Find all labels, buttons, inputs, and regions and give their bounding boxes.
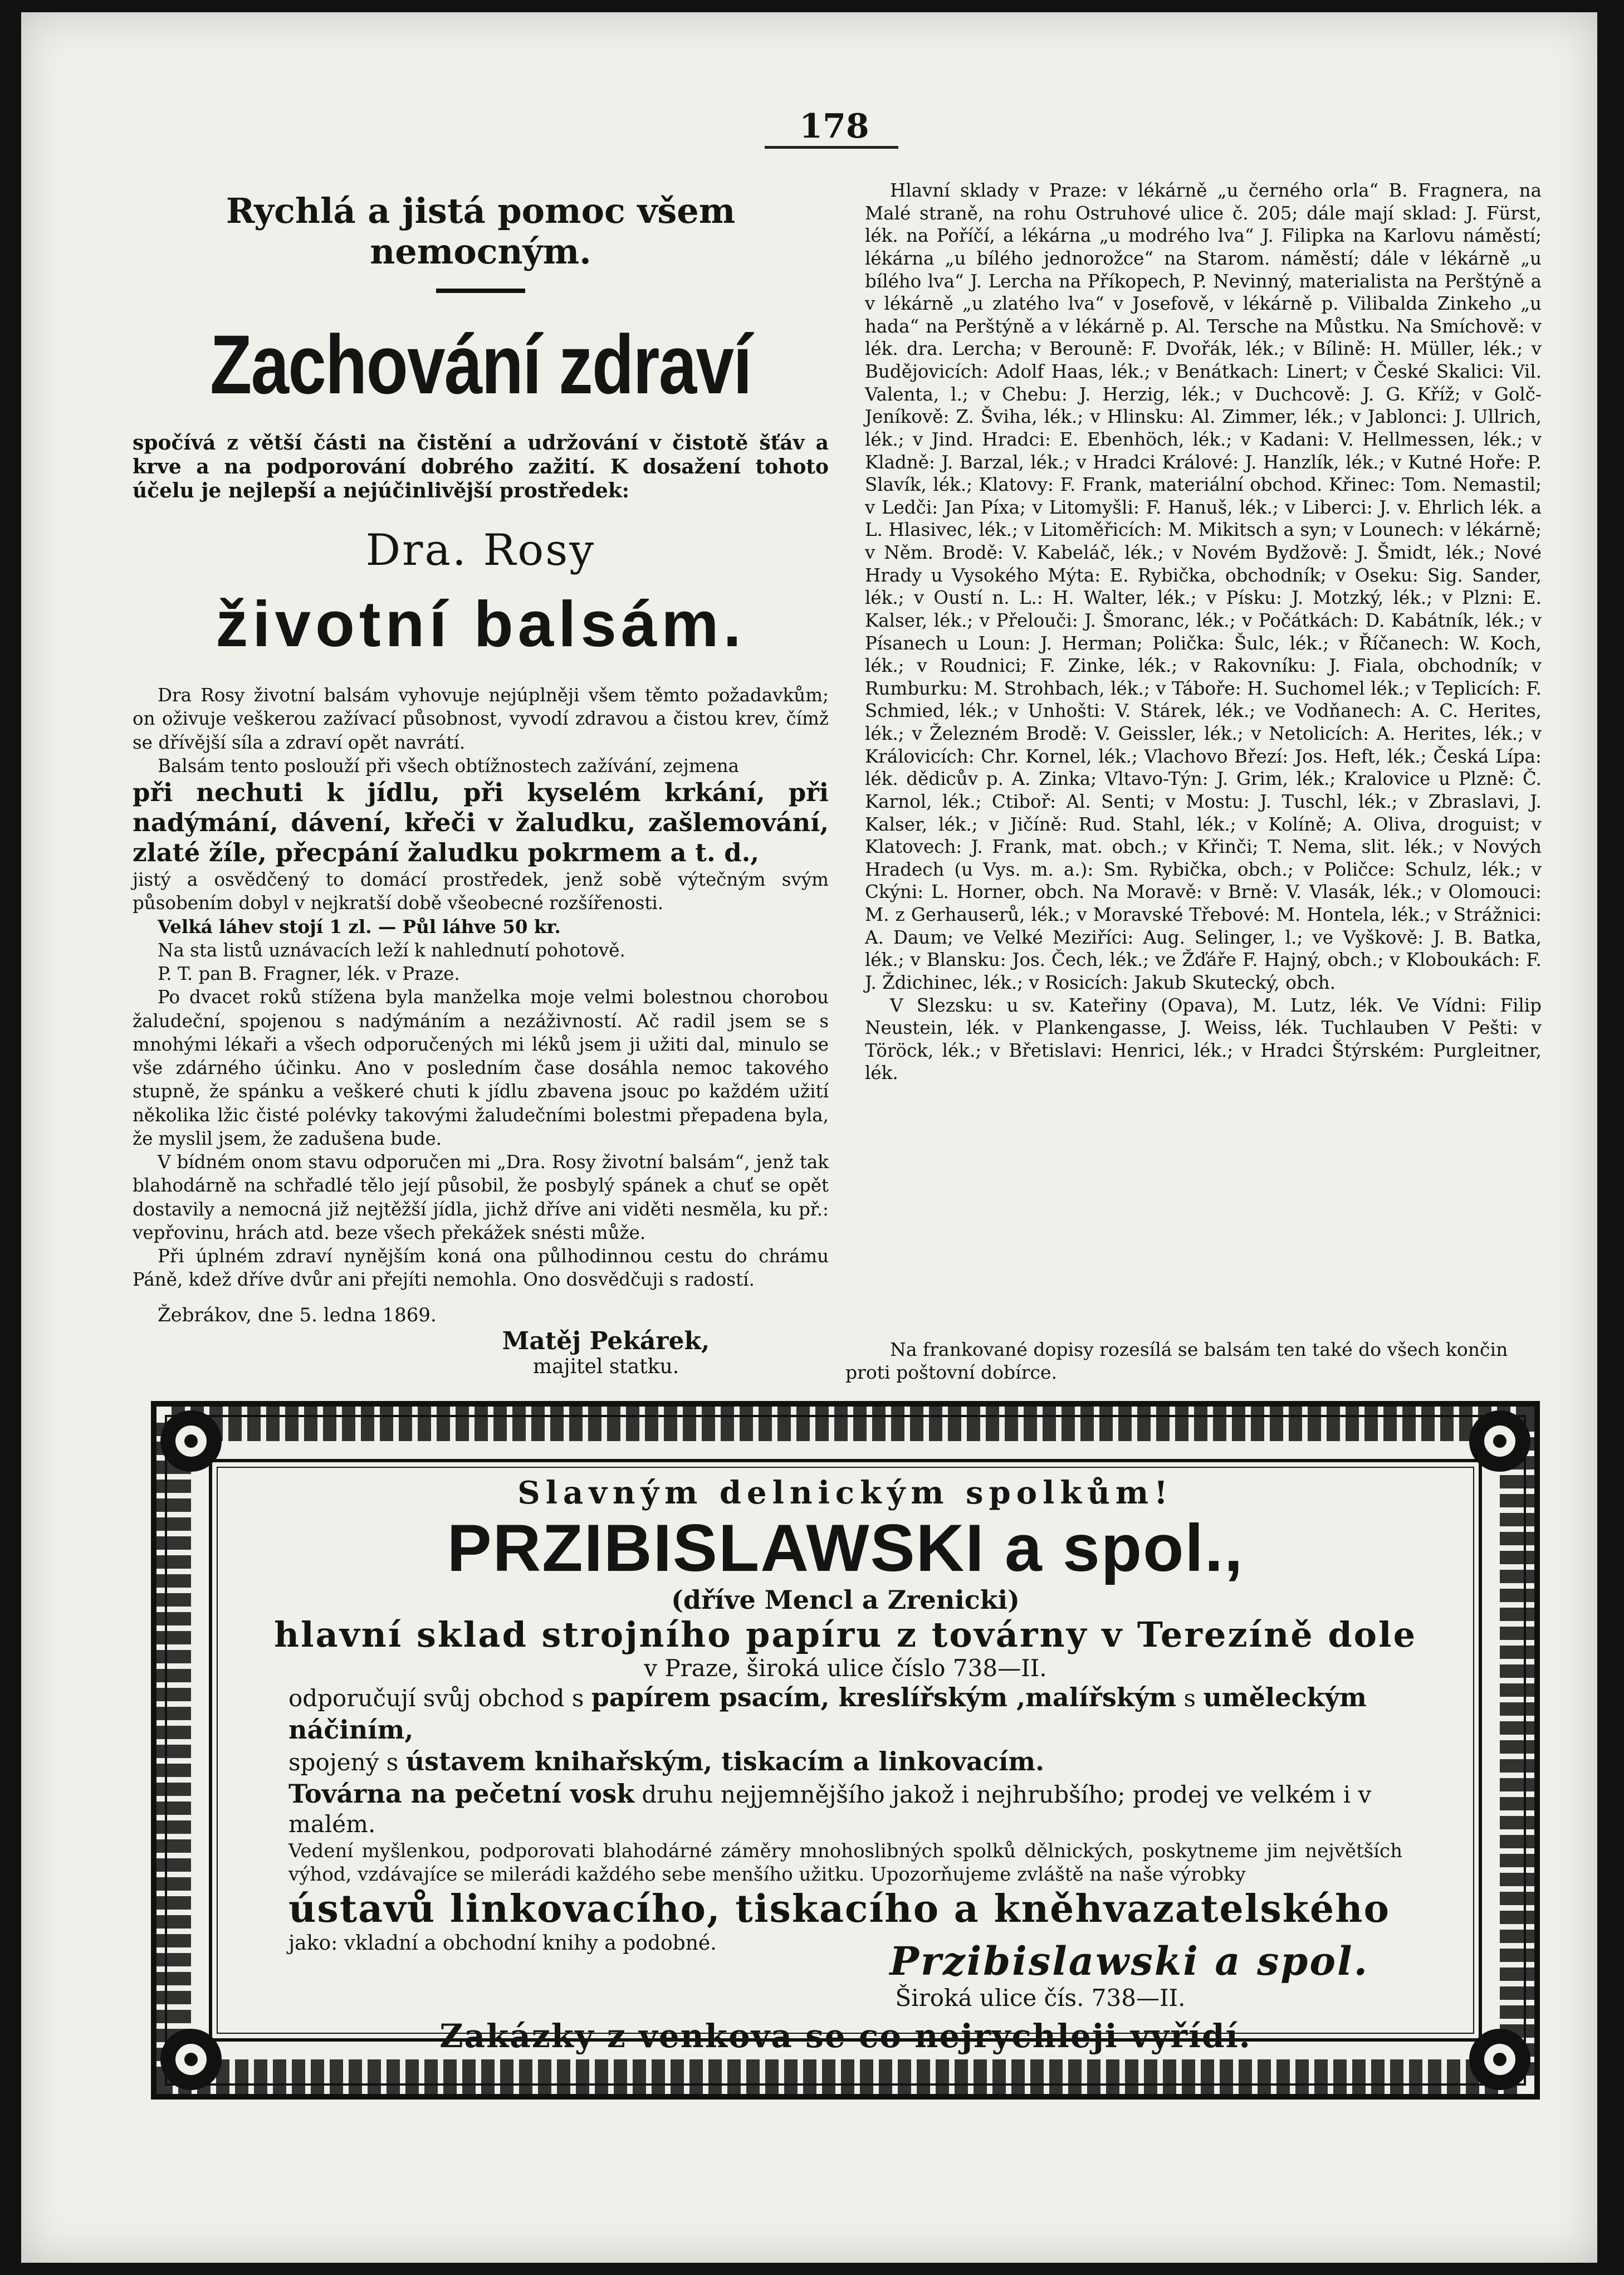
letter-paragraph: Při úplném zdraví nynějším koná ona půlhodinnou cestu do chrámu Páně, kdež dříve dvůr ani přejíti nemohla. Ono dosvědčuji s radostí. xyxy=(133,1246,829,1291)
signer-name: Matěj Pekárek, xyxy=(502,1327,710,1355)
letter-paragraph: Po dvacet roků stížena byla manželka moje velmi bolestnou chorobou žaludeční, spojenou s nadýmáním a nezáživností. Ač radil jsem se s mnohými lékaři a všech odporučených mi léků jsem ji užiti dal, minulo se vše zdárného účinku. Ano v posledním čase dosáhla nemoc takového stupně, že spánku a veškeré chuti k jídlu zbavena jsouc po každém užití několika lžic čisté polévky takovými žaludečními bolestmi přepadena byla, že myslil jsem, že zadušena bude. xyxy=(133,987,829,1149)
ad-highlight: ústavů linkovacího, tiskacího a kněhvazatelského xyxy=(288,1886,1390,1931)
text: spojený s xyxy=(288,1749,399,1776)
paragraph: Dra Rosy životní balsám vyhovuje nejúplněji všem těmto požadavkům; on oživuje veškerou zažívací působnost, vyvodí zdravou a čistou krev, čímž se dřívější síla a zdraví opět navrátí. xyxy=(133,685,829,753)
text-bold: ústavem knihařským, tiskacím a linkovacím. xyxy=(405,1746,1045,1777)
ad-offer-line xyxy=(227,1746,1464,1778)
product-name: životní balsám. xyxy=(216,588,746,661)
ad-signature-address: Široká ulice čís. 738—II. xyxy=(895,1984,1186,2012)
przibislawski-advertisement xyxy=(149,1399,1542,2101)
ad-paragraph: Vedení myšlenkou, podporovati blahodárné záměry mnohoslibných spolků dělnických, poskytneme jim největších výhod, vzdávajíce se milerádi každého sebe menšího užitku. Upozorňujeme zvláště na naše výrobky xyxy=(288,1839,1402,1886)
right-column xyxy=(865,179,1542,1085)
text: druhu nejjemnějšího jakož i nejhrubšího; prodej ve velkém i v malém. xyxy=(288,1780,1372,1838)
abroad-paragraph: V Slezsku: u sv. Kateřiny (Opava), M. Lutz, lék. Ve Vídni: Filip Neustein, lék. v Plankengasse, J. Weiss, lék. Tuchlauben V Pešti: v Töröck, lék.; v Břetislavi: Henrici, lék.; v Hradci Štýrském: Purgleitner, lék. xyxy=(865,994,1542,1084)
testimonials-note: Na sta listů uznávacích leží k nahlednutí pohotově. xyxy=(158,939,625,961)
mail-order-note: Na frankované dopisy rozesílá se balsám ten také do všech končin proti poštovní dobírce. xyxy=(845,1339,1508,1384)
left-column xyxy=(133,179,829,1327)
ad-former-name: (dříve Mencl a Zrenicki) xyxy=(671,1585,1020,1615)
letter-signature xyxy=(411,1327,801,1378)
text: s xyxy=(1183,1685,1196,1712)
article-body xyxy=(133,684,829,1327)
ad-main-depot: hlavní sklad strojního papíru z továrny v Terezíně dole xyxy=(273,1614,1417,1655)
product-brand: Dra. Rosy xyxy=(365,525,596,576)
symptoms-list: při nechuti k jídlu, při kyselém krkání, při nadýmání, dávení, křeči v žaludku, zašlemování, zlaté žíle, přecpání žaludku pokrmem a t. d., xyxy=(133,778,829,868)
text-bold: Továrna na pečetní vosk xyxy=(288,1778,634,1809)
ad-offer-line xyxy=(227,1778,1464,1839)
letter-addressee: P. T. pan B. Fragner, lék. v Praze. xyxy=(158,963,460,985)
price: Velká láhev stojí 1 zl. — Půl láhve 50 kr. xyxy=(158,915,561,938)
ad-title: Zachování zdraví xyxy=(210,318,751,411)
ad-company-name: PRZIBISLAWSKI a spol., xyxy=(447,1511,1244,1585)
ad-signature: Przibislawski a spol. xyxy=(889,1938,1369,1985)
depot-list xyxy=(865,179,1542,1085)
depot-paragraph: Hlavní sklady v Praze: v lékárně „u černého orla“ B. Fragnera, na Malé straně, na rohu Ostruhové ulice č. 205; dále mají sklad: J. Fürst, lék. na Poříčí, a lékárna „u modrého lva“ J. Filipka na Karlovu náměstí; lékárna „u bílého jednorožce“ na Starom. náměstí; dále v lékárně „u bílého lva“ J. Lercha na Příkopech, P. Nevinný, materialista na Perštýně a v lékárně „u zlatého lva“ v Josefově, v lékárně p. Vilibalda Zinkeho „u hada“ na Perštýně a v lékárně p. Al. Tersche na Můstku. Na Smíchově: v lék. dra. Lercha; v Berouně: F. Dvořák, lék.; v Bílině: H. Müller, lék.; v Budějovicích: Adolf Haas, lék.; v Benátkach: Linert; v České Skalici: Vil. Valenta, l.; v Chebu: J. Herzig, lék.; v Duchcově: J. G. Kříž; v Golč-Jeníkově: Z. Šviha, lék.; v Hlinsku: Al. Zimmer, lék.; v Jablonci: J. Ullrich, lék.; v Jind. Hradci: E. Ebenhöch, lék.; v Kadani: V. Hellmessen, lék.; v Kladně: J. Barzal, lék.; v Hradci Králové: J. Hanzlík, lék.; v Kutné Hoře: P. Slavík, lék.; Klatovy: F. Frank, materiální obchod. Křinec: Tom. Nemastil; v Ledči: Jan Píxa; v Litomyšli: F. Hanuš, lék.; v Liberci: J. v. Ehrlich lék. a L. Hlasivec, lék.; v Litoměřicích: M. Mikitsch a syn; v Lounech: v lékárně; v Něm. Brodě: V. Kabeláč, lék.; v Novém Bydžově: J. Šmidt, lék.; Nové Hrady u Vysokého Mýta: E. Rybička, obchodník; v Oseku: Sig. Sander, lék.; v Oustí n. L.: H. Walter, lék.; v Písku: J. Motzký, lék.; v Plzni: E. Kalser, lék.; v Přelouči: J. Šmoranc, lék.; v Počátkách: D. Kabátník, lék.; v Písanech u Loun: J. Herman; Polička: Šulc, lék.; v Říčanech: W. Koch, lék.; v Roudnici; F. Zinke, lék.; v Rakovníku: J. Fiala, obchodník; v Rumburku: M. Strohbach, lék.; v Táboře: H. Suchomel lék.; v Teplicích: F. Schmied, lék.; v Unhošti: V. Stárek, lék.; ve Vodňanech: A. C. Herites, lék.; v Železném Brodě: V. Geissler, lék.; v Netolicích: A. Herites, lék.; v Královicích: Chr. Kornel, lék.; Vlachovo Březí: Jos. Heft, lék.; Česká Lípa: lék. dědicův p. A. Zinka; Vltavo-Týn: J. Grim, lék.; Kralovice u Plzně: Č. Karnol, lék.; Ctiboř: Al. Senti; v Mostu: J. Tuschl, lék.; v Zbraslavi, J. Kalser, lék.; v Jičíně: Rud. Stahl, lék.; v Kolíně; A. Oliva, droguist; v Klatovech: J. Frank, mat. obch.; v Křinči; T. Nema, slit. lék.; v Nových Hradech (u Vys. m. a.): Sm. Rybička, obch.; v Poličce: Schulz, lék.; v Ckýni: L. Horner, obch. Na Moravě: v Brně: V. Vlasák, lék.; v Olomouci: M. z Gerhauserů, lék.; v Moravské Třebové: M. Hontela, lék.; v Strážnici: A. Daum; ve Velké Meziříci: Aug. Selinger, l.; ve Vyškově: J. B. Batka, lék.; v Blansku: Jos. Čech, lék.; ve Žďáře F. Hajný, obch.; v Kloboukách: F. J. Ždichinec, lék.; v Rosicích: Jakub Skutecký, obch. xyxy=(865,180,1542,993)
paragraph-tail: jistý a osvědčený to domácí prostředek, jenž sobě výtečným svým působením dobyl v nejkratší době všeobecné rozšířenosti. xyxy=(133,869,829,914)
text-bold: uměleckým náčiním, xyxy=(288,1682,1367,1745)
ad-examples: jako: vkladní a obchodní knihy a podobné. xyxy=(288,1932,717,1955)
ad-footer-note: Zakázky z venkova se co nejrychleji vyřídí. xyxy=(439,2017,1251,2056)
letter-paragraph: V bídném onom stavu odporučen mi „Dra. Rosy životní balsám“, jenž tak blahodárně na schřadlé tělo její působil, že posbylý spánek a chuť se opět dostavily a nemocná již nejtěžší jídla, jichž dříve ani viděti nesměla, ku př.: vepřovinu, hrách atd. beze všech překážek snésti může. xyxy=(133,1151,829,1243)
intro-text: spočívá z větší části na čistění a udržování v čistotě šťáv a krve a na podporování dobrého zažití. K dosažení tohoto účelu je nejlepší a nejúčinlivější prostředek: xyxy=(133,431,829,502)
ad-salutation: Slavným delnickým spolkům! xyxy=(517,1475,1173,1511)
page-number-rule xyxy=(765,146,898,149)
signer-title: majitel statku. xyxy=(532,1355,679,1378)
left-headline: Rychlá a jistá pomoc všem nemocným. xyxy=(226,191,736,272)
advertisement-content xyxy=(227,1475,1464,2056)
page-number: 178 xyxy=(799,107,869,146)
ad-offer-line xyxy=(227,1682,1464,1746)
text: odporučují svůj obchod s xyxy=(288,1685,584,1712)
text-bold: papírem psacím, kreslířským ,malířským xyxy=(591,1682,1177,1713)
paragraph-lead: Balsám tento poslouží při všech obtížnostech zažívání, zejmena xyxy=(158,755,740,777)
letter-date: Žebrákov, dne 5. ledna 1869. xyxy=(158,1304,437,1326)
ad-address: v Praze, široká ulice číslo 738—II. xyxy=(644,1654,1047,1682)
divider xyxy=(436,289,525,293)
newspaper-page xyxy=(21,12,1597,2263)
